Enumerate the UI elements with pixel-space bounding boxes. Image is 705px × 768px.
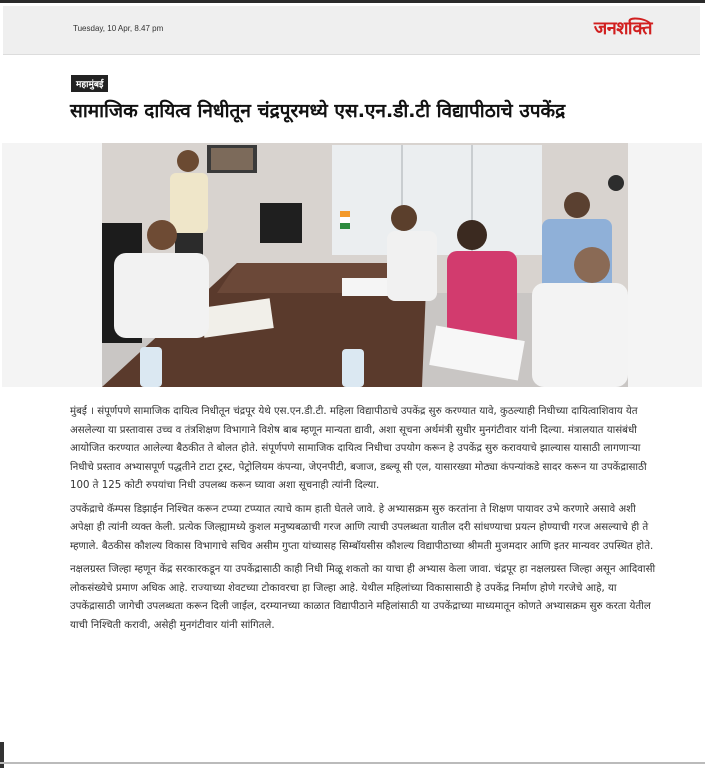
article-paragraph: नक्षलग्रस्त जिल्हा म्हणून केंद्र सरकारकडून या उपकेंद्रासाठी काही निधी मिळू शकतो का याचा ही अभ्यास केला जावा. चंद्रपूर हा नक्षलग्रस्त जिल्हा असून आदिवासी लोकसंख्येचे प्रमाण अधिक आहे. राज्याच्या शेवटच्या टोकावरचा हा जिल्हा आहे. येथील महिलांच्या विकासासाठी हे उपकेंद्र निर्माण होणे गरजेचे आहे, या उपकेंद्रासाठी जागेची उपलब्धता करून दिली जाईल, दरम्यानच्या काळात विद्यापीठाने महिलांसाठी या उपकेंद्राच्या माध्यमातून कोणते अभ्यासक्रम सुरु करता येतील याची निश्चिती करावी, असेही मुनगंटीवार यांनी सांगितले. (70, 564, 656, 631)
article-paragraph: मुंबई । संपूर्णपणे सामाजिक दायित्व निधीतून चंद्रपूर येथे एस.एन.डी.टी. महिला विद्यापीठाचे उपकेंद्र सुरु करण्यात यावे, कुठल्याही निधीच्या दायित्वाशिवाय येत असलेल्या या प्रस्तावास उच्च व तंत्रशिक्षण विभागाने विशेष बाब म्हणून मान्यता द्यावी, अशा सूचना अर्थमंत्री सुधीर मुनगंटीवार यांनी दिल्या. मंत्रालयात यासंबंधी आयोजित करण्यात आलेल्या बैठकीत ते बोलत होते. संपूर्णपणे सामाजिक दायित्व निधीचा उपयोग करून हे उपकेंद्र सुरु करावयाचे झाल्यास यासाठी लागणाऱ्या निधीचे प्रस्ताव अभ्यासपूर्ण पद्धतीने टाटा ट्रस्ट, पेट्रोलियम कंपन्या, जेएनपीटी, बजाज, डब्ल्यू सी एल, यासारख्या मोठ्या कंपन्यांकडे सादर करून या उपकेंद्रासाठी 100 ते 125 कोटी रुपयांचा निधी उपलब्ध करून घ्यावा अशा सूचनाही त्यांनी दिल्या. (70, 406, 647, 491)
top-border (0, 0, 705, 3)
article-headline: सामाजिक दायित्व निधीतून चंद्रपूरमध्ये एस.एन.डी.टी विद्यापीठाचे उपकेंद्र (70, 100, 566, 122)
page-edge-mark (0, 742, 4, 768)
page-header (3, 6, 700, 55)
article-photo (2, 143, 702, 387)
bottom-border (0, 762, 705, 764)
meeting-photo-illustration (2, 143, 702, 387)
article-paragraph: उपकेंद्राचे कॅम्पस डिझाईन निश्चित करून टप्प्या टप्प्यात त्याचे काम हाती घेतले जावे. हे अभ्यासक्रम सुरु करतांना ते शिक्षण पायावर उभे करणारे असावे अशी अपेक्षा ही त्यांनी व्यक्त केली. प्रत्येक जिल्ह्यामध्ये कुशल मनुष्यबळाची गरज आणि त्याची उपलब्धता यातील दरी सांधण्याचा प्रयत्न होण्याची गरज असल्याचे ही ते म्हणाले. बैठकीस कौशल्य विकास विभागाचे सचिव असीम गुप्ता यांच्यासह सिम्बॉयसीस कौशल्य विद्यापीठाच्या श्रीमती मुजमदार आणि इतर मान्यवर उपस्थित होते. (70, 503, 654, 552)
newspaper-logo[interactable]: जनशक्ति (593, 18, 652, 39)
article-body (70, 403, 660, 640)
category-badge[interactable]: महामुंबई (71, 75, 108, 92)
publish-date: Tuesday, 10 Apr, 8.47 pm (73, 24, 164, 33)
